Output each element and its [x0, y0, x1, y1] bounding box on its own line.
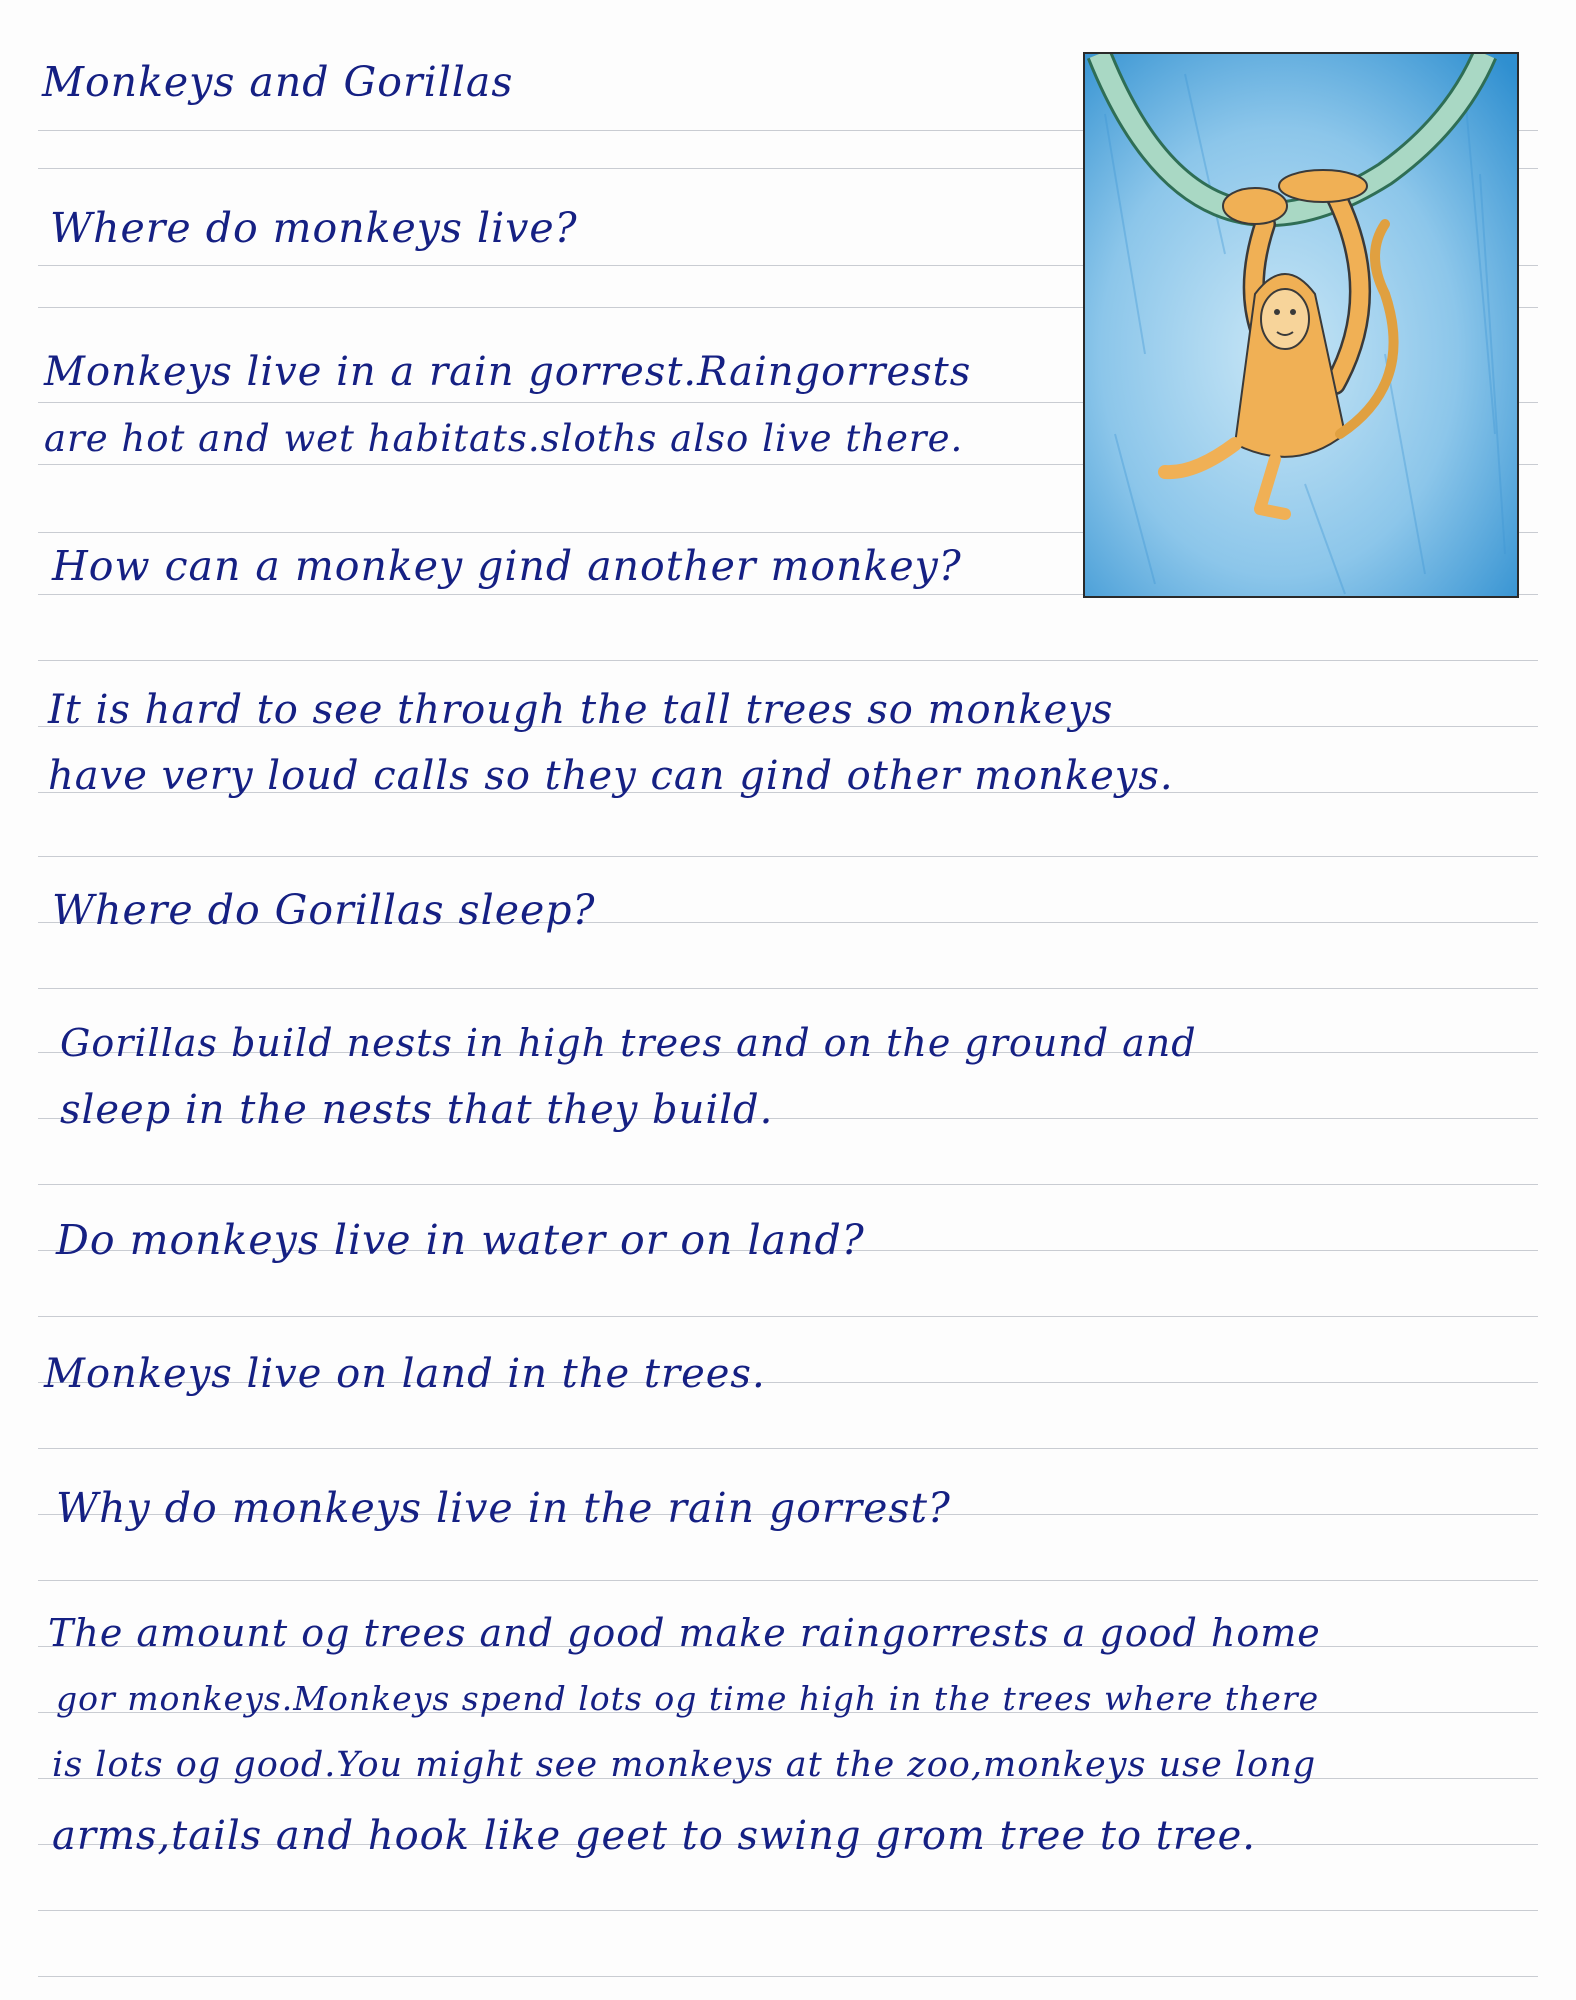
answer-line: Gorillas build nests in high trees and on the ground and — [60, 1021, 1197, 1065]
monkey-illustration — [1085, 54, 1517, 596]
ruled-line — [38, 1910, 1538, 1911]
answer-line: arms,tails and hook like geet to swing grom tree to tree. — [52, 1813, 1256, 1859]
ruled-line — [38, 1580, 1538, 1581]
answer-line: Monkeys live on land in the trees. — [44, 1351, 766, 1397]
monkey-eye — [1290, 309, 1296, 315]
ruled-line — [38, 1316, 1538, 1317]
ruled-line — [38, 1184, 1538, 1185]
answer-line: is lots og good.You might see monkeys at the zoo,monkeys use long — [52, 1745, 1317, 1785]
answer-line: Monkeys live in a rain gorrest.Raingorrests — [44, 349, 972, 395]
question-line: How can a monkey gind another monkey? — [52, 542, 962, 590]
monkey-eye — [1274, 309, 1280, 315]
monkey-hand — [1223, 188, 1287, 224]
ruled-line — [38, 1976, 1538, 1977]
monkey-hand — [1279, 170, 1367, 202]
page-title: Monkeys and Gorillas — [42, 58, 514, 106]
ruled-line — [38, 660, 1538, 661]
answer-line: sleep in the nests that they build. — [60, 1087, 774, 1133]
question-line: Why do monkeys live in the rain gorrest? — [56, 1484, 951, 1532]
monkey-drawing — [1083, 52, 1519, 598]
answer-line: It is hard to see through the tall trees so monkeys — [48, 687, 1114, 733]
question-line: Where do monkeys live? — [50, 204, 578, 252]
ruled-line — [38, 1448, 1538, 1449]
ruled-line — [38, 988, 1538, 989]
answer-line: are hot and wet habitats.sloths also live there. — [44, 417, 964, 460]
answer-line: The amount og trees and good make raingorrests a good home — [48, 1611, 1321, 1655]
question-line: Do monkeys live in water or on land? — [56, 1216, 865, 1264]
answer-line: gor monkeys.Monkeys spend lots og time high in the trees where there — [56, 1679, 1320, 1718]
ruled-line — [38, 856, 1538, 857]
question-line: Where do Gorillas sleep? — [52, 886, 596, 934]
monkey-face — [1261, 289, 1309, 349]
answer-line: have very loud calls so they can gind other monkeys. — [48, 753, 1174, 799]
